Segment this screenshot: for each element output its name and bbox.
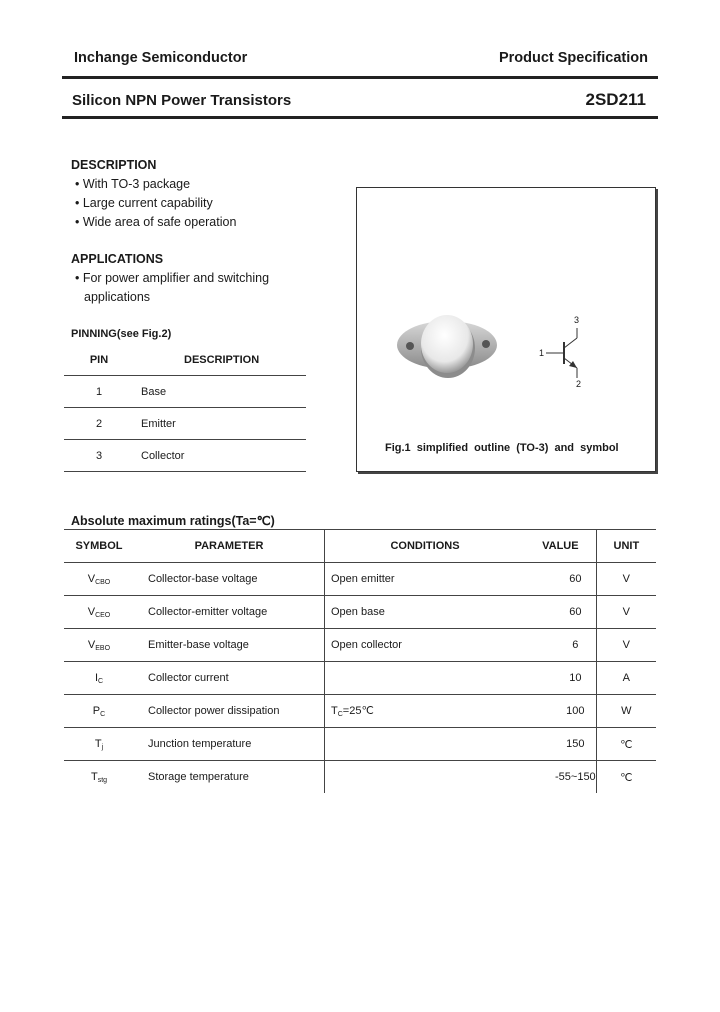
symbol-cell: $T_{stg}$ — [90, 770, 108, 784]
value-cell: 60 — [525, 596, 596, 629]
symbol-pin-label: 1 — [539, 348, 545, 358]
symbol-cell: $T_j$ — [64, 728, 134, 761]
description-item: • With TO-3 package — [75, 177, 191, 191]
pin-number: 2 — [64, 408, 134, 440]
description-item: • Wide area of safe operation — [75, 215, 237, 229]
unit-cell: V — [596, 629, 656, 662]
pin-col-header: PIN — [89, 353, 109, 366]
table-row — [64, 662, 656, 695]
collector-lead — [564, 338, 577, 348]
application-item: • For power amplifier and switching — [75, 271, 270, 285]
symbol-cell: $I_C$ — [64, 662, 134, 695]
company-name: Inchange Semiconductor — [74, 50, 248, 66]
applications-list — [75, 269, 269, 307]
description-item: • Large current capability — [75, 196, 213, 210]
value-cell: 100 — [525, 695, 596, 728]
unit-cell: ℃ — [596, 728, 656, 761]
table-row — [64, 563, 656, 596]
pinning-header-row — [64, 344, 306, 376]
conditions-cell: $T_C=25℃$ — [325, 695, 526, 728]
parameter-cell: Storage temperature — [148, 771, 249, 783]
pin-description: Collector — [134, 440, 306, 472]
symbol-header: SYMBOL — [64, 530, 134, 563]
parameter-cell: Junction temperature — [134, 728, 325, 761]
symbol-cell: $V_{CBO}$ — [64, 563, 134, 596]
unit-cell: W — [596, 695, 656, 728]
table-row — [64, 408, 306, 440]
description-list — [75, 175, 236, 232]
ratings-title: Absolute maximum ratings(Ta=℃) — [71, 514, 275, 528]
symbol-pin-label: 2 — [576, 379, 582, 389]
application-item-cont: applications — [84, 290, 151, 304]
parameter-cell: Collector power dissipation — [134, 695, 325, 728]
parameter-cell: Collector-emitter voltage — [134, 596, 325, 629]
pin-number: 3 — [64, 440, 134, 472]
pinning-title: PINNING(see Fig.2) — [71, 328, 172, 340]
emitter-arrow — [569, 361, 577, 368]
doc-type: Product Specification — [498, 50, 648, 66]
value-cell: 150 — [525, 728, 596, 761]
table-row — [64, 440, 306, 472]
pin-number: 1 — [64, 376, 134, 408]
unit-header: UNIT — [596, 530, 656, 563]
unit-cell: V — [596, 596, 656, 629]
table-row — [64, 629, 656, 662]
table-row — [64, 728, 656, 761]
desc-col-header: DESCRIPTION — [184, 353, 260, 366]
description-title: DESCRIPTION — [71, 158, 157, 172]
value-cell: 10 — [525, 662, 596, 695]
figure-caption: Fig.1 simplified outline (TO-3) and symbol — [385, 442, 619, 454]
ratings-header-row — [64, 530, 656, 563]
applications-title: APPLICATIONS — [71, 252, 164, 266]
table-row — [64, 376, 306, 408]
title-rule — [62, 116, 658, 119]
pin-description: Emitter — [134, 408, 306, 440]
pin-description: Base — [134, 376, 306, 408]
conditions-cell — [325, 728, 526, 761]
unit-cell: A — [596, 662, 656, 695]
header-rule — [62, 76, 658, 79]
parameter-header: PARAMETER — [134, 530, 325, 563]
symbol-cell: $V_{CEO}$ — [64, 596, 134, 629]
figure-box — [356, 187, 656, 472]
parameter-cell: Collector-base voltage — [134, 563, 325, 596]
ratings-table — [64, 529, 656, 793]
pinning-table — [64, 344, 306, 472]
conditions-header: CONDITIONS — [325, 530, 526, 563]
npn-transistor-symbol — [357, 188, 655, 471]
conditions-cell: Open emitter — [325, 563, 526, 596]
table-row — [64, 596, 656, 629]
value-header: VALUE — [525, 530, 596, 563]
symbol-pin-label: 3 — [574, 315, 580, 325]
part-number: 2SD211 — [585, 90, 646, 109]
symbol-cell: $V_{EBO}$ — [64, 629, 134, 662]
symbol-cell: $P_C$ — [64, 695, 134, 728]
unit-cell: ℃ — [596, 761, 656, 794]
value-cell: 6 — [525, 629, 596, 662]
parameter-cell: Emitter-base voltage — [134, 629, 325, 662]
parameter-cell: Collector current — [134, 662, 325, 695]
value-cell: -55~150 — [555, 771, 596, 783]
table-row — [64, 761, 656, 794]
conditions-cell — [325, 662, 526, 695]
conditions-cell: Open base — [325, 596, 526, 629]
product-line: Silicon NPN Power Transistors — [72, 92, 292, 109]
table-row — [64, 695, 656, 728]
conditions-cell: Open collector — [325, 629, 526, 662]
unit-cell: V — [596, 563, 656, 596]
value-cell: 60 — [525, 563, 596, 596]
conditions-cell — [325, 761, 526, 794]
